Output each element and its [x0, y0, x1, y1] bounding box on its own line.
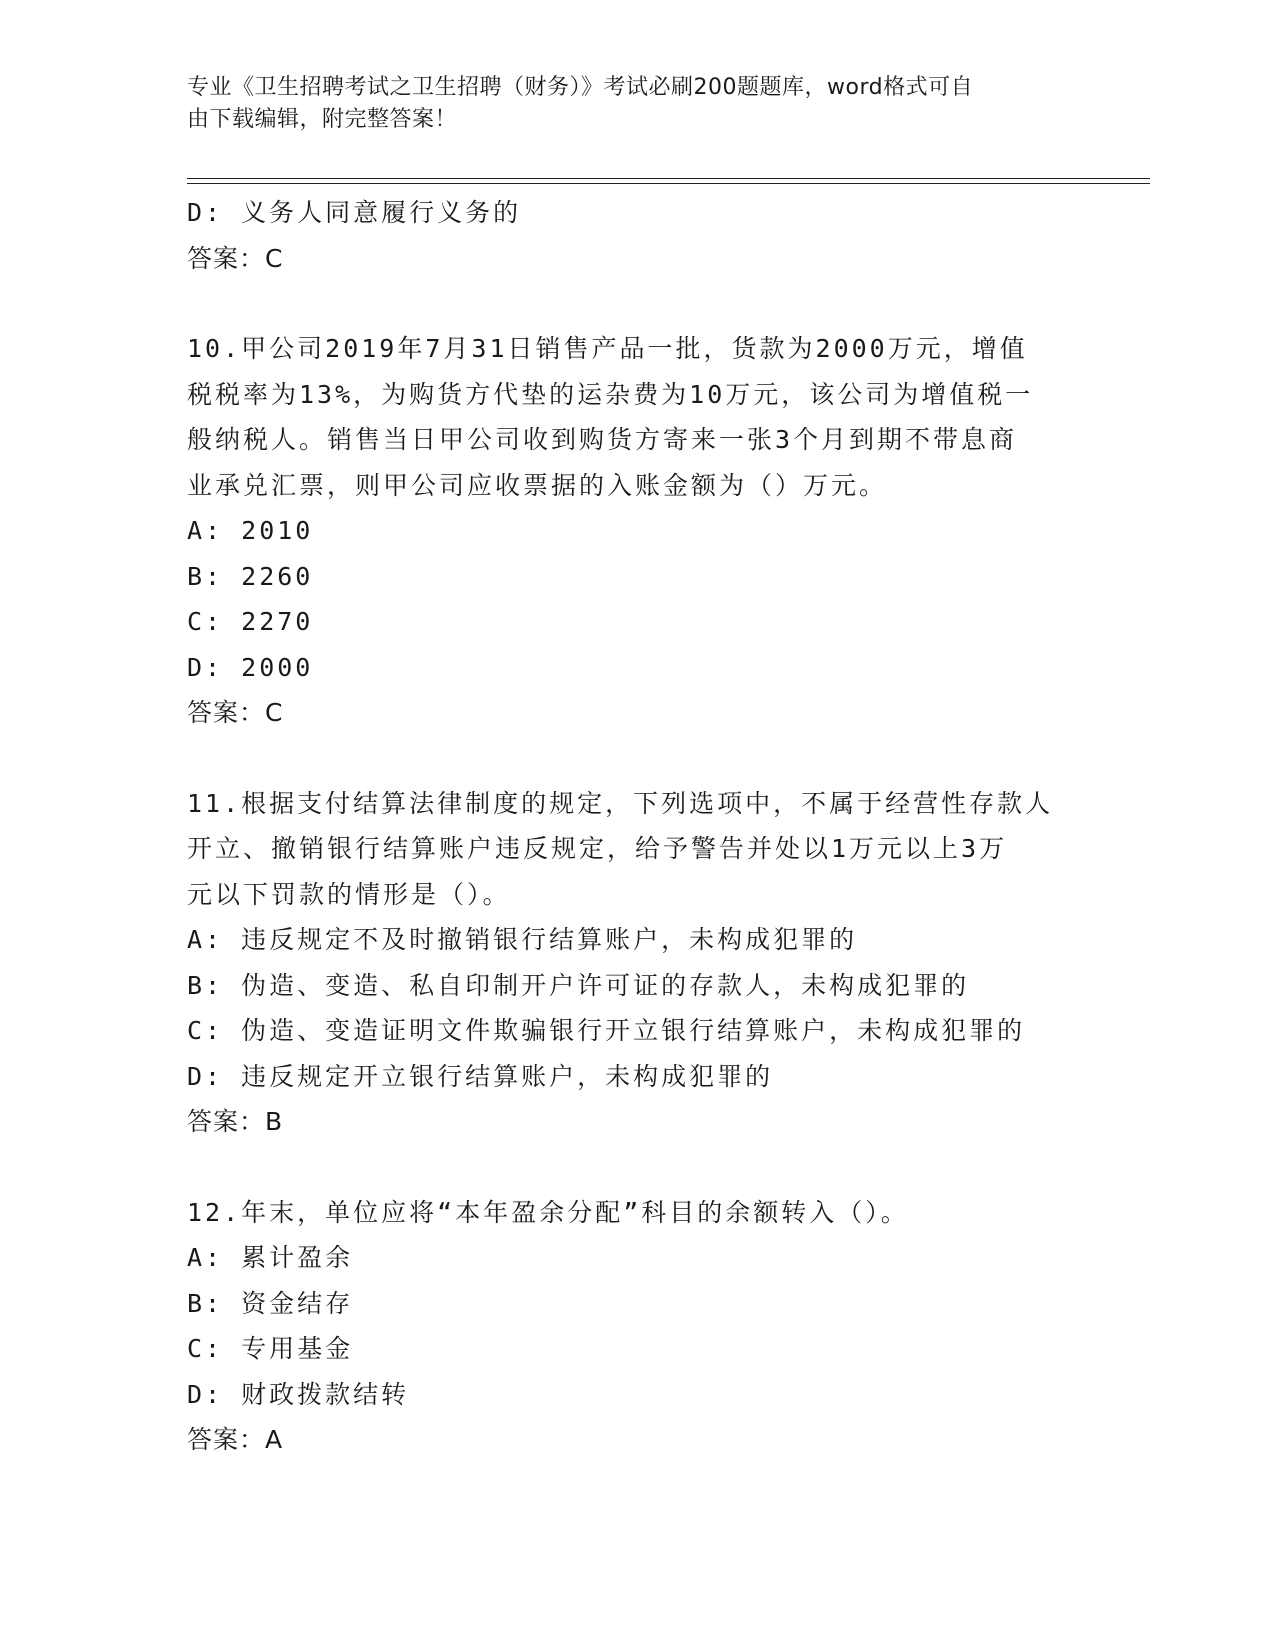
option-d: D: 2000 [187, 652, 314, 682]
question-stem-line: 业承兑汇票，则甲公司应收票据的入账金额为（）万元。 [187, 470, 888, 500]
spacer [187, 1145, 1087, 1190]
question-stem-line: 11.根据支付结算法律制度的规定，下列选项中，不属于经营性存款人 [187, 788, 1054, 818]
option-d: D: 义务人同意履行义务的 [187, 198, 522, 227]
option-a: A: 2010 [187, 516, 314, 545]
question-stem-line: 元以下罚款的情形是（）。 [187, 879, 511, 909]
question-stem-line: 税税率为13%，为购货方代垫的运杂费为10万元，该公司为增值税一 [187, 379, 1034, 409]
option-d: D: 财政拨款结转 [187, 1379, 410, 1409]
answer-line: 答案：A [187, 1425, 284, 1454]
option-a: A: 违反规定不及时撤销银行结算账户，未构成犯罪的 [187, 925, 858, 954]
spacer [187, 736, 1087, 781]
option-c: C: 2270 [187, 607, 314, 636]
header-divider-bottom [187, 183, 1150, 184]
answer-line: 答案：C [187, 243, 284, 273]
option-a: A: 累计盈余 [187, 1243, 354, 1272]
previous-question-tail [187, 190, 1087, 281]
option-b: B: 资金结存 [187, 1288, 354, 1318]
option-b: B: 2260 [187, 561, 314, 591]
document-header [187, 72, 1067, 136]
answer-line: 答案：C [187, 698, 284, 727]
header-line-2: 由下载编辑，附完整答案！ [187, 107, 458, 132]
question-stem-line: 12.年末，单位应将“本年盈余分配”科目的余额转入（）。 [187, 1197, 909, 1227]
header-divider-top [187, 178, 1150, 179]
question-11 [187, 781, 1087, 1145]
question-stem-line: 10.甲公司2019年7月31日销售产品一批，货款为2000万元，增值 [187, 334, 1028, 363]
question-10 [187, 326, 1087, 736]
question-content [187, 190, 1087, 1463]
option-c: C: 专用基金 [187, 1334, 354, 1363]
spacer [187, 281, 1087, 326]
header-line-1: 专业《卫生招聘考试之卫生招聘（财务）》考试必刷200题题库，word格式可自 [187, 75, 974, 100]
answer-line: 答案：B [187, 1107, 284, 1136]
question-stem-line: 般纳税人。销售当日甲公司收到购货方寄来一张3个月到期不带息商 [187, 425, 1018, 454]
option-d: D: 违反规定开立银行结算账户，未构成犯罪的 [187, 1061, 774, 1091]
option-c: C: 伪造、变造证明文件欺骗银行开立银行结算账户，未构成犯罪的 [187, 1016, 1026, 1045]
option-b: B: 伪造、变造、私自印制开户许可证的存款人，未构成犯罪的 [187, 970, 970, 1000]
question-stem-line: 开立、撤销银行结算账户违反规定，给予警告并处以1万元以上3万 [187, 834, 1008, 863]
question-12 [187, 1190, 1087, 1463]
